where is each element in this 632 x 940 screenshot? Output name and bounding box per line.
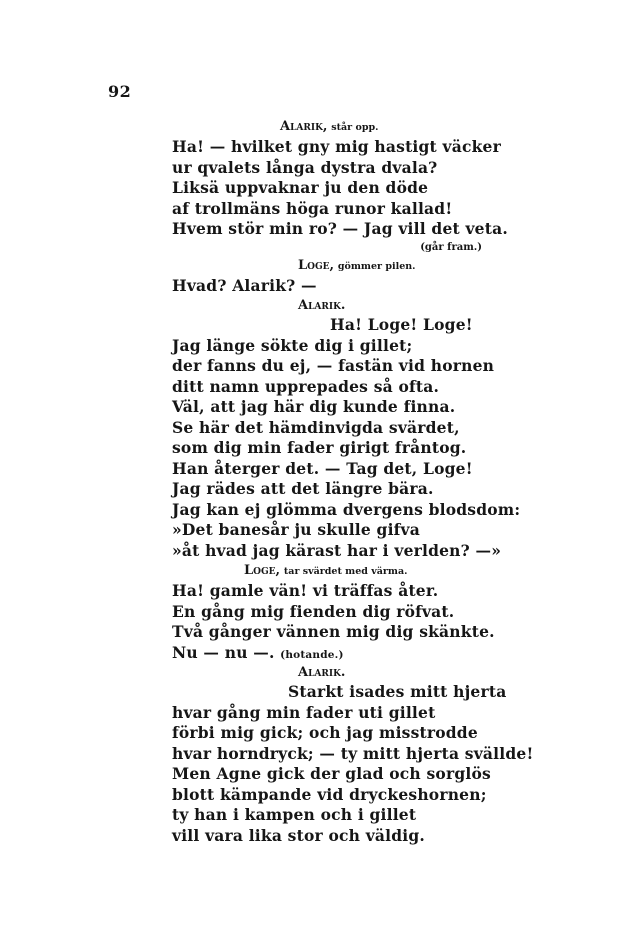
verse-line: Hvad? Alarik? — xyxy=(172,275,317,295)
verse-line: Jag länge sökte dig i gillet; xyxy=(172,335,413,355)
verse-line: Ha! gamle vän! vi träffas åter. xyxy=(172,581,439,600)
speaker-heading xyxy=(172,563,502,579)
verse-line: som dig min fader girigt fråntog. xyxy=(172,438,467,457)
verse-line: der fanns du ej, — fastän vid hornen xyxy=(172,356,495,375)
speaker-name: Alarik. xyxy=(298,298,346,313)
verse-line: Två gånger vännen mig dig skänkte. xyxy=(172,622,495,641)
verse-line: Liksä uppvaknar ju den döde xyxy=(172,178,429,197)
stage-direction: tar svärdet med värma. xyxy=(283,566,408,577)
stage-direction: står opp. xyxy=(331,122,379,133)
verse-line: En gång mig fienden dig röfvat. xyxy=(172,601,455,621)
verse-line: ditt namn upprepades så ofta. xyxy=(172,376,440,396)
speaker-heading xyxy=(172,665,502,680)
speaker-heading xyxy=(172,119,502,135)
stage-direction: (går fram.) xyxy=(420,241,482,253)
verse-line: blott kämpande vid dryckeshornen; xyxy=(172,784,487,804)
verse-line: förbi mig gick; och jag misstrodde xyxy=(172,723,478,742)
verse-line: Jag rädes att det längre bära. xyxy=(172,479,434,498)
verse-line: Se här det hämdinvigda svärdet, xyxy=(172,417,460,437)
verse-line: Ha! — hvilket gny mig hastigt väcker xyxy=(172,137,501,156)
verse-line: Men Agne gick der glad och sorglös xyxy=(172,764,491,783)
verse-text: Nu — nu —. xyxy=(172,642,275,662)
verse-line: Väl, att jag här dig kunde finna. xyxy=(172,397,456,416)
verse-line: hvar horndryck; — ty mitt hjerta svällde! xyxy=(172,743,534,763)
speaker-name: Loge, xyxy=(244,563,281,578)
speaker-name: Alarik, xyxy=(280,119,328,134)
verse-line: Hvem stör min ro? — Jag vill det veta. xyxy=(172,219,508,238)
poem-text-block xyxy=(172,117,534,846)
verse-line: »åt hvad jag kärast har i verlden? —» xyxy=(172,540,502,560)
verse-line: Jag kan ej glömma dvergens blodsdom: xyxy=(172,499,521,519)
verse-line: ty han i kampen och i gillet xyxy=(172,805,417,824)
verse-line: hvar gång min fader uti gillet xyxy=(172,702,436,722)
verse-line: Ha! Loge! Loge! xyxy=(330,315,473,334)
verse-line: ur qvalets långa dystra dvala? xyxy=(172,157,438,177)
verse-line: »Det banesår ju skulle gifva xyxy=(172,520,420,539)
speaker-name: Loge, xyxy=(298,257,335,273)
verse-line: af trollmäns höga runor kallad! xyxy=(172,198,453,218)
speaker-heading xyxy=(172,258,502,274)
speaker-heading xyxy=(172,298,502,313)
page-number: 92 xyxy=(108,82,132,101)
stage-direction: gömmer pilen. xyxy=(337,260,416,272)
speaker-name: Alarik. xyxy=(298,665,346,680)
stage-direction: (hotande.) xyxy=(280,648,344,661)
verse-line: Han återger det. — Tag det, Loge! xyxy=(172,458,473,478)
verse-line: vill vara lika stor och väldig. xyxy=(172,825,426,845)
verse-line xyxy=(172,643,502,664)
verse-line: Starkt isades mitt hjerta xyxy=(288,682,507,701)
